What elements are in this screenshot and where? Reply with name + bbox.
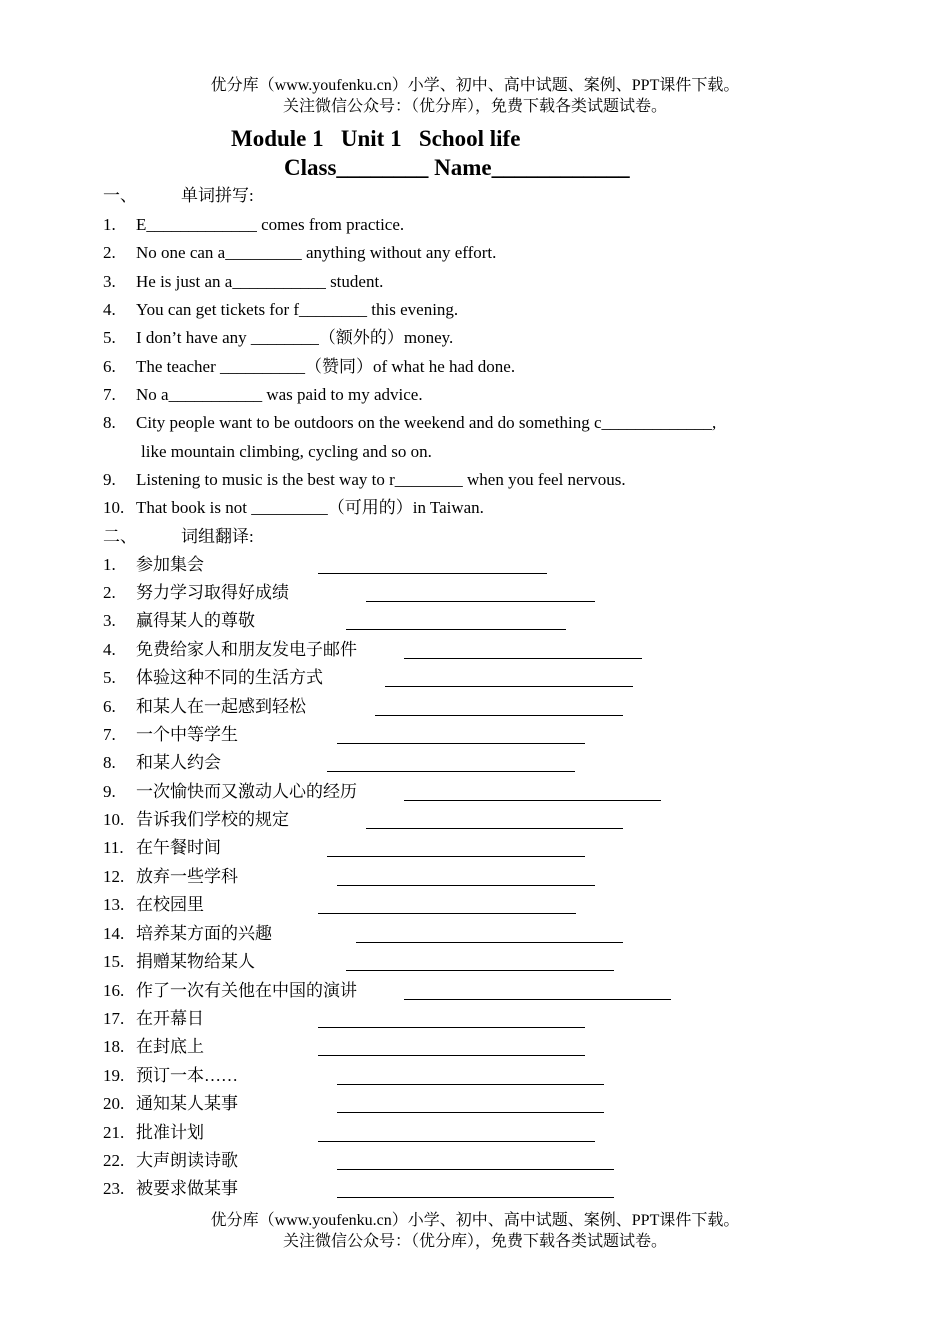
item-number: 6.: [103, 357, 116, 376]
phrase-item: [103, 923, 272, 945]
answer-blank[interactable]: [346, 629, 566, 630]
answer-blank[interactable]: [337, 743, 585, 744]
item-number: 1.: [103, 555, 116, 574]
item-text: He is just an a___________ student.: [136, 272, 384, 291]
answer-blank[interactable]: [375, 715, 623, 716]
header-line-2: 关注微信公众号：（优分库），免费下载各类试题试卷。: [282, 98, 667, 115]
section-2-title: 词组翻译:: [181, 527, 254, 546]
answer-blank[interactable]: [327, 856, 585, 857]
item-text: 告诉我们学校的规定: [136, 810, 289, 829]
phrase-item: [103, 639, 357, 661]
item-text: 免费给家人和朋友发电子邮件: [136, 640, 357, 659]
item-number: 3.: [103, 611, 116, 630]
phrase-item: [103, 554, 204, 576]
phrase-item: [103, 837, 221, 859]
spelling-item: [103, 214, 404, 236]
answer-blank[interactable]: [366, 601, 595, 602]
spelling-item-continuation: like mountain climbing, cycling and so on.: [141, 442, 432, 461]
item-text: 在午餐时间: [136, 838, 221, 857]
item-number: 19.: [103, 1066, 125, 1085]
phrase-item: [103, 752, 221, 774]
item-text: 在校园里: [136, 895, 204, 914]
phrase-item: [103, 866, 238, 888]
phrase-item: [103, 894, 204, 916]
section-2-heading: [103, 526, 254, 548]
item-number: 1.: [103, 215, 116, 234]
spelling-item: [103, 271, 383, 293]
phrase-item: [103, 696, 306, 718]
item-text: 在开幕日: [136, 1009, 204, 1028]
item-number: 8.: [103, 413, 116, 432]
item-number: 11.: [103, 838, 124, 857]
footer-line-2: 关注微信公众号：（优分库），免费下载各类试题试卷。: [282, 1233, 667, 1250]
phrase-item: [103, 1122, 204, 1144]
phrase-item: [103, 781, 357, 803]
phrase-item: [103, 1065, 238, 1087]
item-text: 捐赠某物给某人: [136, 952, 255, 971]
item-text: E_____________ comes from practice.: [136, 215, 405, 234]
answer-blank[interactable]: [404, 658, 642, 659]
item-text: 体验这种不同的生活方式: [136, 668, 323, 687]
answer-blank[interactable]: [346, 970, 614, 971]
spelling-item: [103, 384, 423, 406]
spelling-item: [103, 327, 453, 349]
phrase-item: [103, 1178, 238, 1200]
item-text: 被要求做某事: [136, 1179, 238, 1198]
answer-blank[interactable]: [318, 1055, 585, 1056]
title-module-unit: Module 1 Unit 1 School life: [231, 126, 521, 151]
answer-blank[interactable]: [385, 686, 633, 687]
item-text: The teacher __________（赞同）of what he had done.: [136, 357, 516, 376]
item-number: 3.: [103, 272, 116, 291]
phrase-item: [103, 809, 289, 831]
item-number: 8.: [103, 753, 116, 772]
item-number: 14.: [103, 924, 125, 943]
answer-blank[interactable]: [337, 1112, 604, 1113]
spelling-item: [103, 242, 496, 264]
item-number: 10.: [103, 498, 125, 517]
item-number: 9.: [103, 470, 116, 489]
item-text: Listening to music is the best way to r________ when you feel nervous.: [136, 470, 626, 489]
answer-blank[interactable]: [337, 1197, 614, 1198]
phrase-item: [103, 980, 357, 1002]
answer-blank[interactable]: [337, 1169, 614, 1170]
item-number: 16.: [103, 981, 125, 1000]
item-text: 和某人约会: [136, 753, 221, 772]
answer-blank[interactable]: [404, 800, 661, 801]
spelling-item: [103, 299, 458, 321]
item-text: 一个中等学生: [136, 725, 238, 744]
item-text: No one can a_________ anything without any effort.: [136, 243, 497, 262]
item-text: City people want to be outdoors on the weekend and do something c_____________,: [136, 413, 717, 432]
item-text: 预订一本……: [136, 1066, 238, 1085]
item-text: 作了一次有关他在中国的演讲: [136, 981, 357, 1000]
phrase-item: [103, 1008, 204, 1030]
item-text: 一次愉快而又激动人心的经历: [136, 782, 357, 801]
item-number: 18.: [103, 1037, 125, 1056]
item-text: 在封底上: [136, 1037, 204, 1056]
answer-blank[interactable]: [337, 885, 595, 886]
phrase-item: [103, 1036, 204, 1058]
item-number: 10.: [103, 810, 125, 829]
answer-blank[interactable]: [337, 1084, 604, 1085]
item-number: 21.: [103, 1123, 125, 1142]
phrase-item: [103, 724, 238, 746]
item-number: 15.: [103, 952, 125, 971]
section-2-number: 二、: [103, 527, 137, 546]
section-1-title: 单词拼写:: [181, 186, 254, 205]
item-text: You can get tickets for f________ this evening.: [136, 300, 459, 319]
item-number: 4.: [103, 640, 116, 659]
phrase-item: [103, 610, 255, 632]
answer-blank[interactable]: [318, 913, 576, 914]
item-number: 5.: [103, 668, 116, 687]
title-class-name: Class________ Name____________: [284, 155, 630, 180]
answer-blank[interactable]: [318, 1141, 595, 1142]
item-text: 大声朗读诗歌: [136, 1151, 238, 1170]
item-text: 赢得某人的尊敬: [136, 611, 255, 630]
phrase-item: [103, 667, 323, 689]
item-number: 4.: [103, 300, 116, 319]
item-number: 2.: [103, 243, 116, 262]
spelling-item: [103, 412, 716, 434]
phrase-item: [103, 951, 255, 973]
item-number: 23.: [103, 1179, 125, 1198]
spelling-item: [103, 497, 484, 519]
item-number: 22.: [103, 1151, 125, 1170]
footer-line-1: 优分库（www.youfenku.cn）小学、初中、高中试题、案例、PPT课件下载。: [210, 1212, 740, 1229]
phrase-item: [103, 582, 289, 604]
answer-blank[interactable]: [366, 828, 623, 829]
item-text: 批准计划: [136, 1123, 204, 1142]
item-number: 9.: [103, 782, 116, 801]
item-text: 努力学习取得好成绩: [136, 583, 289, 602]
item-number: 12.: [103, 867, 125, 886]
answer-blank[interactable]: [404, 999, 671, 1000]
item-text: 培养某方面的兴趣: [136, 924, 272, 943]
header-line-1: 优分库（www.youfenku.cn）小学、初中、高中试题、案例、PPT课件下载。: [210, 77, 740, 94]
item-number: 13.: [103, 895, 125, 914]
phrase-item: [103, 1150, 238, 1172]
item-text: 参加集会: [136, 555, 204, 574]
item-number: 2.: [103, 583, 116, 602]
item-number: 17.: [103, 1009, 125, 1028]
item-number: 7.: [103, 385, 116, 404]
section-1-heading: [103, 185, 254, 207]
item-text: That book is not _________（可用的）in Taiwan.: [136, 498, 484, 517]
answer-blank[interactable]: [327, 771, 575, 772]
spelling-item: [103, 469, 626, 491]
phrase-item: [103, 1093, 238, 1115]
item-text: 放弃一些学科: [136, 867, 238, 886]
item-number: 7.: [103, 725, 116, 744]
item-text: 和某人在一起感到轻松: [136, 697, 306, 716]
item-text: I don’t have any ________（额外的）money.: [136, 328, 454, 347]
answer-blank[interactable]: [318, 1027, 585, 1028]
item-text: No a___________ was paid to my advice.: [136, 385, 423, 404]
section-1-number: 一、: [103, 186, 137, 205]
item-number: 5.: [103, 328, 116, 347]
answer-blank[interactable]: [356, 942, 623, 943]
spelling-item: [103, 356, 515, 378]
item-number: 20.: [103, 1094, 125, 1113]
answer-blank[interactable]: [318, 573, 547, 574]
item-number: 6.: [103, 697, 116, 716]
item-text: 通知某人某事: [136, 1094, 238, 1113]
